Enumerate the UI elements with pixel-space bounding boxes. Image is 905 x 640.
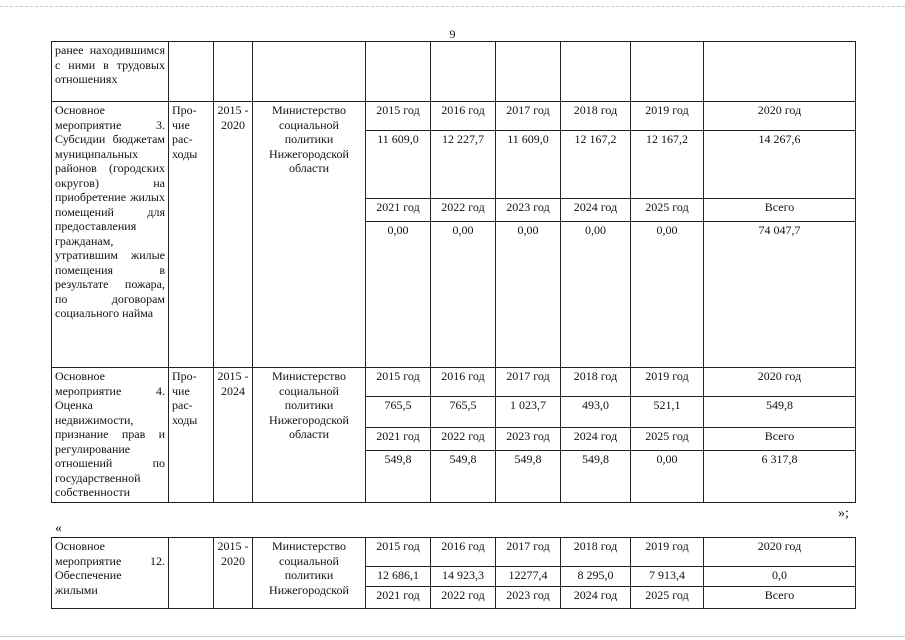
amount-value: 12 167,2 [631, 131, 704, 199]
expense-type: Про-чие рас-ходы [169, 102, 214, 368]
year-label: 2020 год [704, 368, 856, 397]
amount-value: 11 609,0 [496, 131, 561, 199]
year-label: 2023 год [496, 428, 561, 451]
implementation-period: 2015 - 2020 [214, 538, 253, 609]
program-table [51, 41, 856, 503]
year-label: 2022 год [431, 428, 496, 451]
amount-value: 521,1 [631, 397, 704, 428]
year-label: 2018 год [561, 368, 631, 397]
opening-quote: « [55, 521, 62, 536]
year-label: 2023 год [496, 587, 561, 609]
year-label: 2019 год [631, 538, 704, 567]
year-label: 2016 год [431, 368, 496, 397]
year-label: 2025 год [631, 428, 704, 451]
amount-value: 12 167,2 [561, 131, 631, 199]
implementation-period: 2015 - 2024 [214, 368, 253, 503]
amount-value: 0,00 [631, 451, 704, 503]
expense-type: Про-чие рас-ходы [169, 368, 214, 503]
year-label: 2020 год [704, 538, 856, 567]
amount-value: 549,8 [366, 451, 431, 503]
amount-value: 0,00 [561, 222, 631, 368]
year-label: 2016 год [431, 538, 496, 567]
executor: Министерство социальной политики Нижегородской [253, 538, 366, 609]
amendment-table [51, 537, 856, 609]
measure-description: Основное мероприятие 3. Субсидии бюджетам муниципальных районов (городских округов) на приобретение жилых помещений для предоставления гражданам, утратившим жилые помещения в результате пожара, по договорам социального найма [52, 102, 169, 368]
year-label: 2023 год [496, 199, 561, 222]
year-label: 2024 год [561, 199, 631, 222]
amount-value: 7 913,4 [631, 567, 704, 587]
table-row [52, 538, 856, 567]
year-label: 2021 год [366, 199, 431, 222]
amount-value: 549,8 [704, 397, 856, 428]
amount-value: 12277,4 [496, 567, 561, 587]
total-value: 74 047,7 [704, 222, 856, 368]
year-label: 2018 год [561, 102, 631, 131]
scan-bottom-edge [0, 636, 905, 637]
amount-value: 0,00 [496, 222, 561, 368]
year-label: 2017 год [496, 368, 561, 397]
table-row [52, 42, 856, 102]
page-number: 9 [449, 27, 456, 41]
year-label: 2024 год [561, 428, 631, 451]
year-label: 2017 год [496, 538, 561, 567]
total-label: Всего [704, 587, 856, 609]
year-label: 2015 год [366, 368, 431, 397]
amount-value: 1 023,7 [496, 397, 561, 428]
year-label: 2015 год [366, 538, 431, 567]
amount-value: 12 227,7 [431, 131, 496, 199]
year-label: 2019 год [631, 102, 704, 131]
amount-value: 0,00 [366, 222, 431, 368]
measure-description: Основное мероприятие 4. Оценка недвижимости, признание прав и регулирование отношений по государственной собственности [52, 368, 169, 503]
amount-value: 0,00 [431, 222, 496, 368]
year-label: 2016 год [431, 102, 496, 131]
year-label: 2022 год [431, 587, 496, 609]
year-label: 2017 год [496, 102, 561, 131]
scan-top-edge [0, 6, 905, 7]
amount-value: 549,8 [561, 451, 631, 503]
year-label: 2015 год [366, 102, 431, 131]
amount-value: 0,0 [704, 567, 856, 587]
amount-value: 765,5 [431, 397, 496, 428]
executor: Министерство социальной политики Нижегородской области [253, 102, 366, 368]
table-row [52, 368, 856, 397]
amount-value: 14 923,3 [431, 567, 496, 587]
amount-value: 493,0 [561, 397, 631, 428]
year-label: 2020 год [704, 102, 856, 131]
amount-value: 765,5 [366, 397, 431, 428]
expense-type [169, 538, 214, 609]
table-row [52, 102, 856, 131]
year-label: 2022 год [431, 199, 496, 222]
year-label: 2024 год [561, 587, 631, 609]
closing-quote: »; [838, 506, 849, 521]
year-label: 2019 год [631, 368, 704, 397]
amount-value: 549,8 [496, 451, 561, 503]
amount-value: 11 609,0 [366, 131, 431, 199]
total-value: 6 317,8 [704, 451, 856, 503]
year-label: 2021 год [366, 428, 431, 451]
amount-value: 14 267,6 [704, 131, 856, 199]
year-label: 2021 год [366, 587, 431, 609]
amount-value: 12 686,1 [366, 567, 431, 587]
amount-value: 549,8 [431, 451, 496, 503]
implementation-period: 2015 - 2020 [214, 102, 253, 368]
total-label: Всего [704, 199, 856, 222]
amount-value: 8 295,0 [561, 567, 631, 587]
measure-description: ранее находившимся с ними в трудовых отношениях [52, 42, 169, 102]
measure-description: Основное мероприятие 12. Обеспечение жилыми [52, 538, 169, 609]
executor: Министерство социальной политики Нижегородской области [253, 368, 366, 503]
year-label: 2018 год [561, 538, 631, 567]
amount-value: 0,00 [631, 222, 704, 368]
year-label: 2025 год [631, 587, 704, 609]
year-label: 2025 год [631, 199, 704, 222]
total-label: Всего [704, 428, 856, 451]
